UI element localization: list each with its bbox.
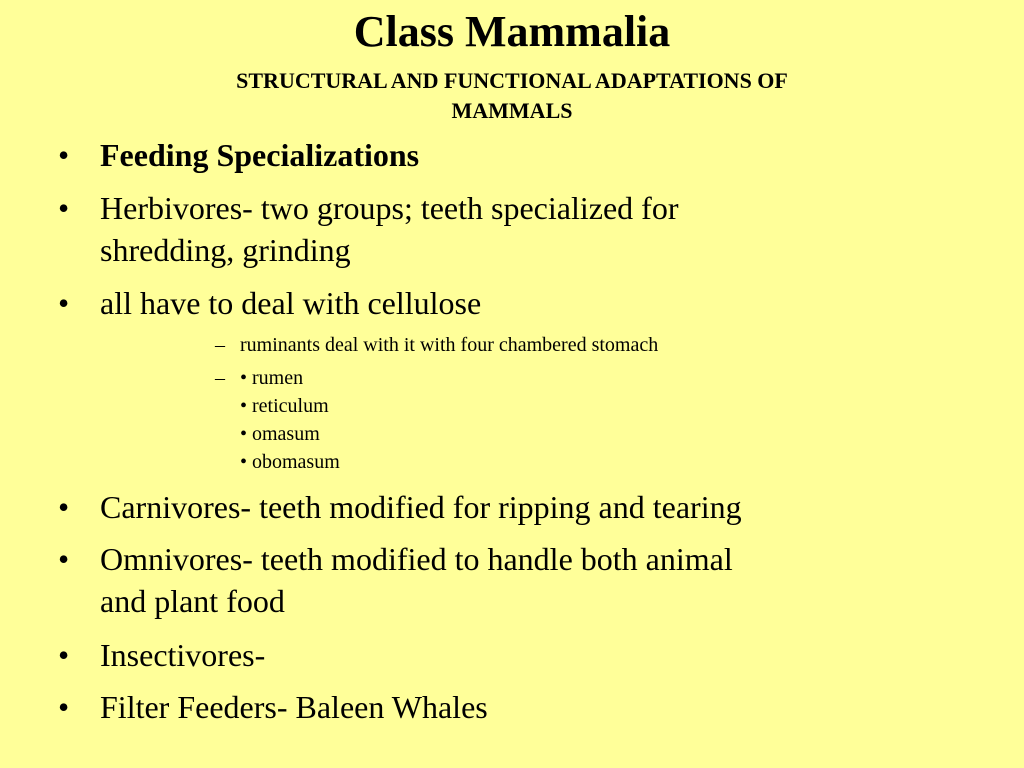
bullet-item — [58, 686, 938, 728]
bullet-item — [58, 187, 938, 271]
bullet-text: Omnivores- teeth modified to handle both animal and plant food — [100, 541, 733, 619]
bullet-text: Filter Feeders- Baleen Whales — [100, 689, 488, 725]
bullet-marker: • — [58, 689, 70, 725]
stomach-chamber-list — [240, 364, 935, 476]
slide-title: Class Mammalia — [353, 7, 671, 56]
bullet-item — [58, 134, 938, 176]
bullet-marker: • — [58, 137, 70, 173]
bullet-marker: • — [58, 637, 70, 673]
bullet-text: Insectivores- — [100, 637, 266, 673]
stomach-chamber-item: • obomasum — [240, 451, 340, 473]
bullet-item — [58, 634, 938, 676]
sub-bullet-text: ruminants deal with it with four chambered stomach — [240, 334, 659, 356]
bullet-marker: • — [58, 285, 70, 321]
bullet-marker: • — [58, 489, 70, 525]
stomach-chamber-item: • rumen — [240, 367, 304, 389]
bullet-text: all have to deal with cellulose — [100, 285, 482, 321]
bullet-marker: • — [58, 190, 70, 226]
sub-bullet-item — [215, 331, 935, 359]
slide-subtitle: STRUCTURAL AND FUNCTIONAL ADAPTATIONS OF MAMMALS — [236, 68, 788, 123]
stomach-chamber-item: • reticulum — [240, 395, 329, 417]
bullet-item — [58, 538, 938, 622]
dash-marker: – — [215, 334, 225, 356]
bullet-text: Carnivores- teeth modified for ripping and tearing — [100, 489, 742, 525]
bullet-item — [58, 282, 938, 324]
bullet-text: Feeding Specializations — [100, 137, 420, 173]
bullet-item — [58, 486, 938, 528]
sub-bullet-item — [215, 364, 935, 476]
dash-marker: – — [215, 367, 225, 389]
bullet-marker: • — [58, 541, 70, 577]
bullet-text: Herbivores- two groups; teeth specialized for shredding, grinding — [100, 190, 679, 268]
stomach-chamber-item: • omasum — [240, 423, 320, 445]
